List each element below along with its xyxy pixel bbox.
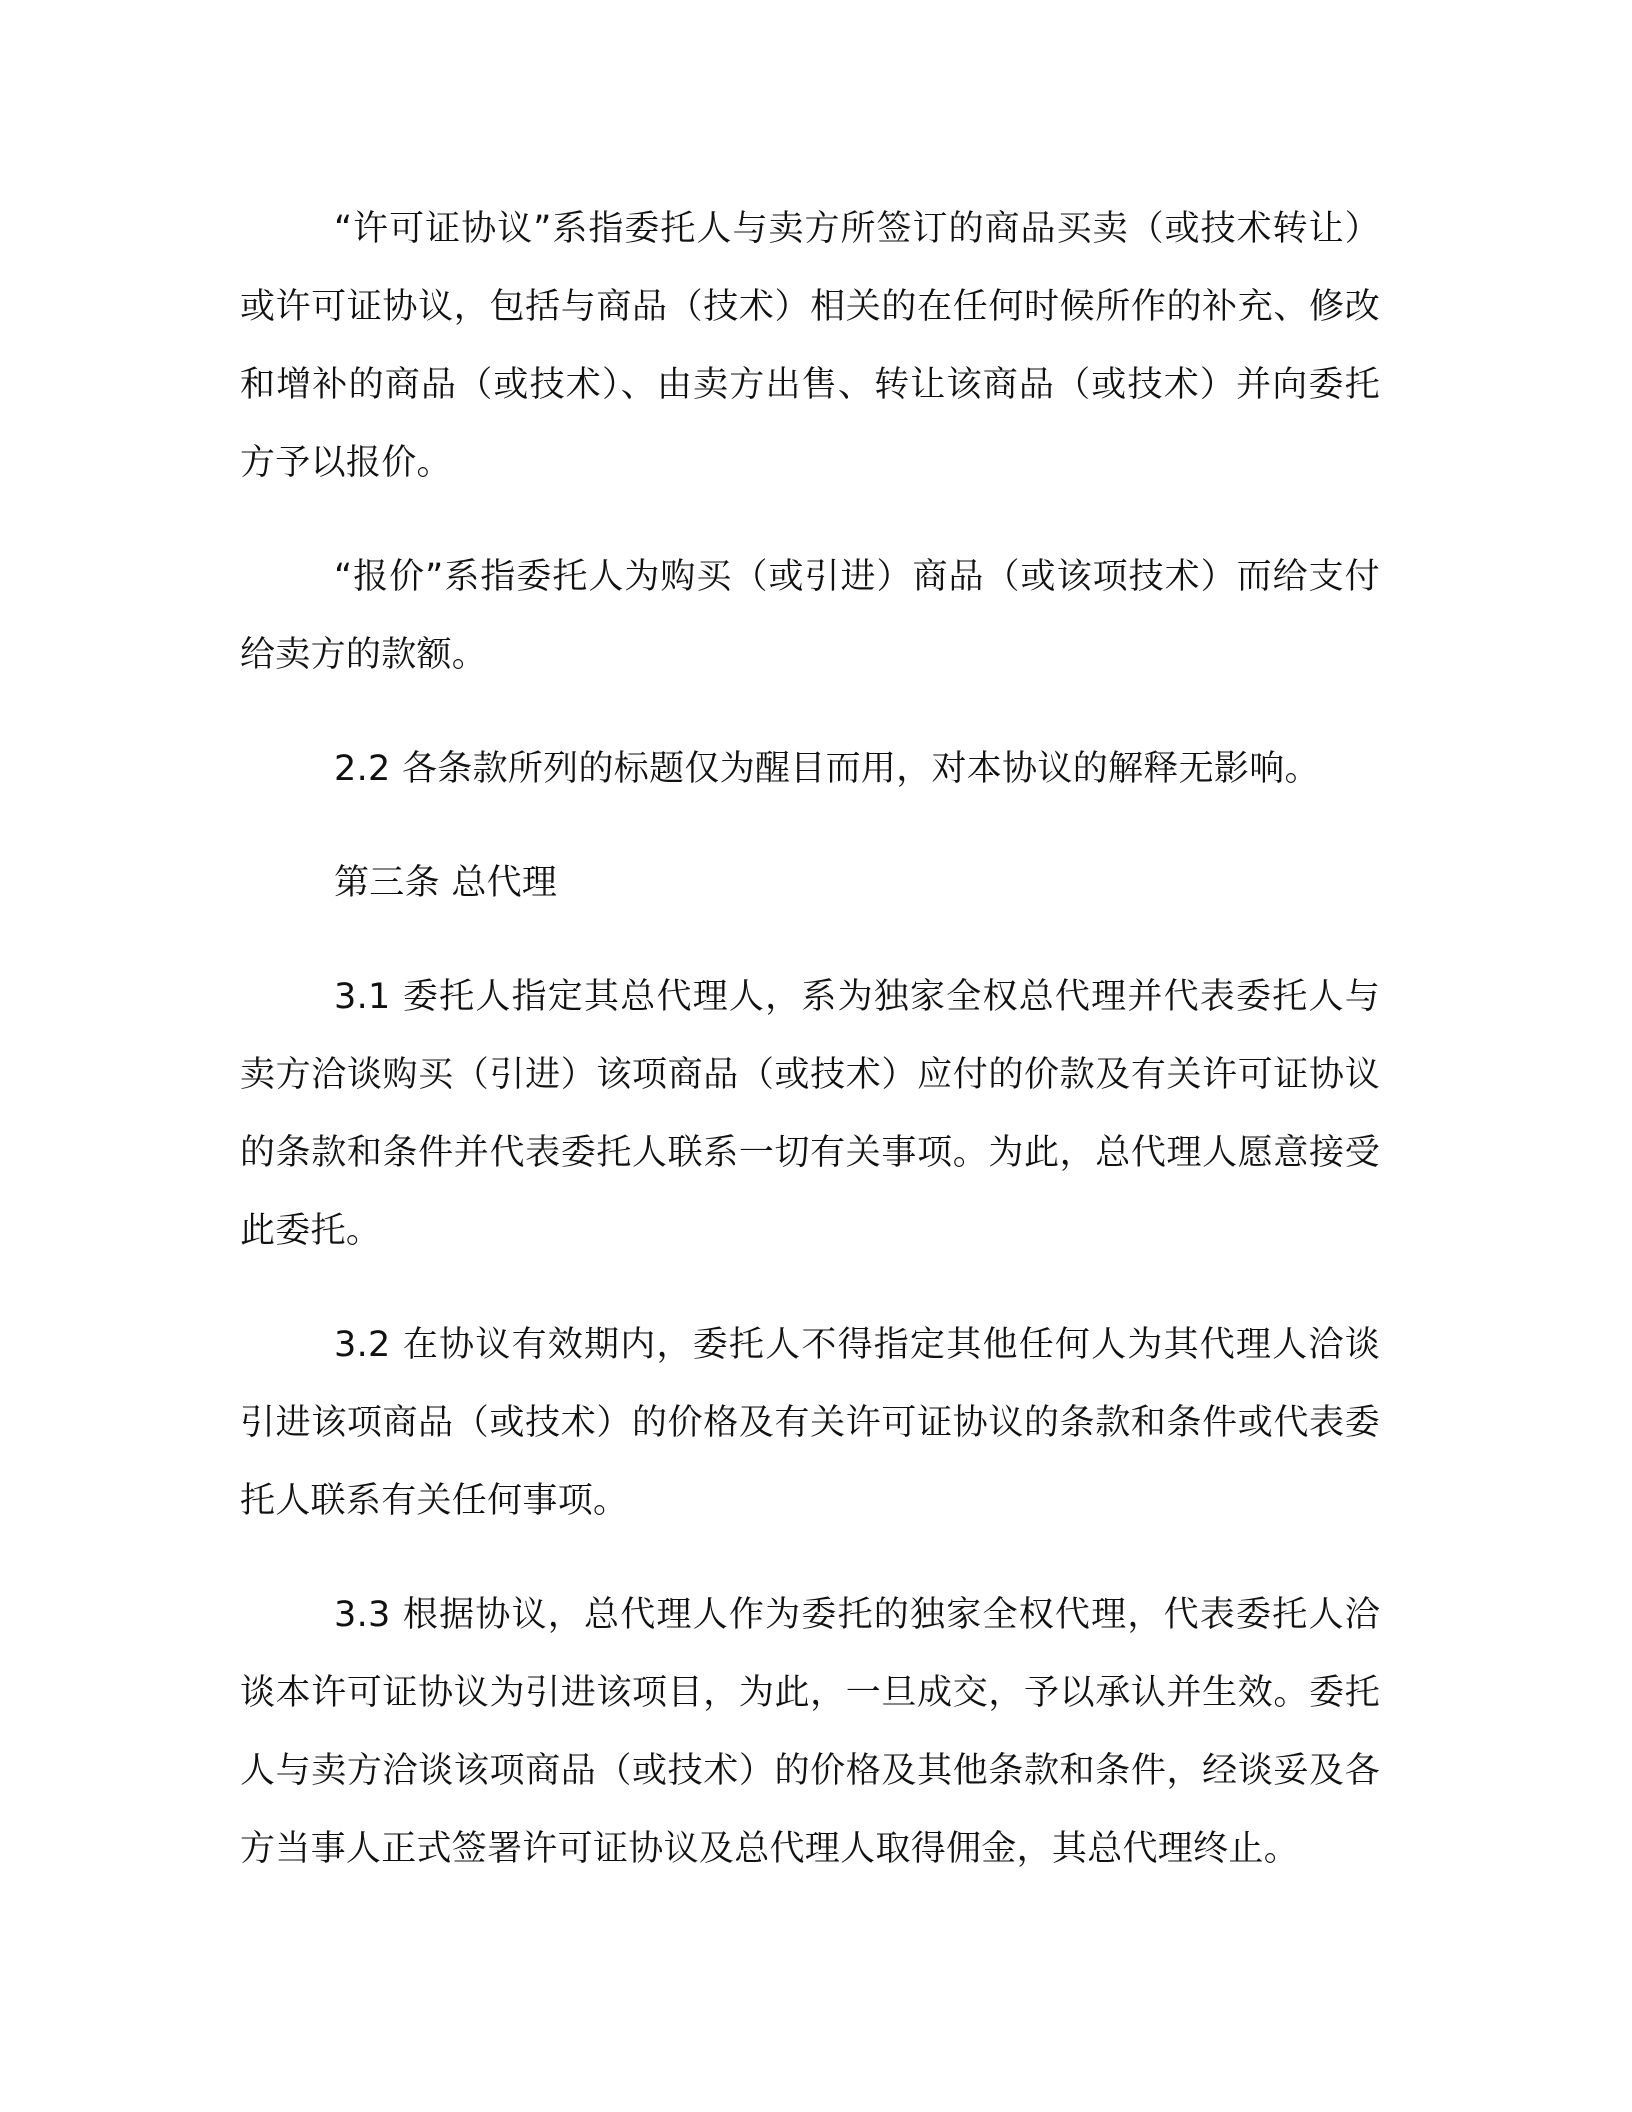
paragraph-quote-definition: “报价”系指委托人为购买（或引进）商品（或该项技术）而给支付给卖方的款额。 (240, 557, 1380, 675)
paragraph-clause-3-2: 3.2 在协议有效期内，委托人不得指定其他任何人为其代理人洽谈引进该项商品（或技术）的价格及有关许可证协议的条款和条件或代表委托人联系有关任何事项。 (240, 1325, 1380, 1521)
article-3-heading: 第三条 总代理 (334, 863, 558, 903)
paragraph-clause-3-1: 3.1 委托人指定其总代理人，系为独家全权总代理并代表委托人与卖方洽谈购买（引进）该项商品（或技术）应付的价款及有关许可证协议的条款和条件并代表委托人联系一切有关事项。为此，总代理人愿意接受此委托。 (240, 977, 1380, 1251)
paragraph-clause-3-3: 3.3 根据协议，总代理人作为委托的独家全权代理，代表委托人洽谈本许可证协议为引进该项目，为此，一旦成交，予以承认并生效。委托人与卖方洽谈该项商品（或技术）的价格及其他条款和条件，经谈妥及各方当事人正式签署许可证协议及总代理人取得佣金，其总代理终止。 (240, 1595, 1380, 1869)
document-body (240, 190, 1380, 1924)
paragraph-clause-2-2: 2.2 各条款所列的标题仅为醒目而用，对本协议的解释无影响。 (334, 749, 1320, 789)
paragraph-license-agreement-definition: “许可证协议”系指委托人与卖方所签订的商品买卖（或技术转让）或许可证协议，包括与商品（技术）相关的在任何时候所作的补充、修改和增补的商品（或技术）、由卖方出售、转让该商品（或技术）并向委托方予以报价。 (240, 209, 1380, 483)
